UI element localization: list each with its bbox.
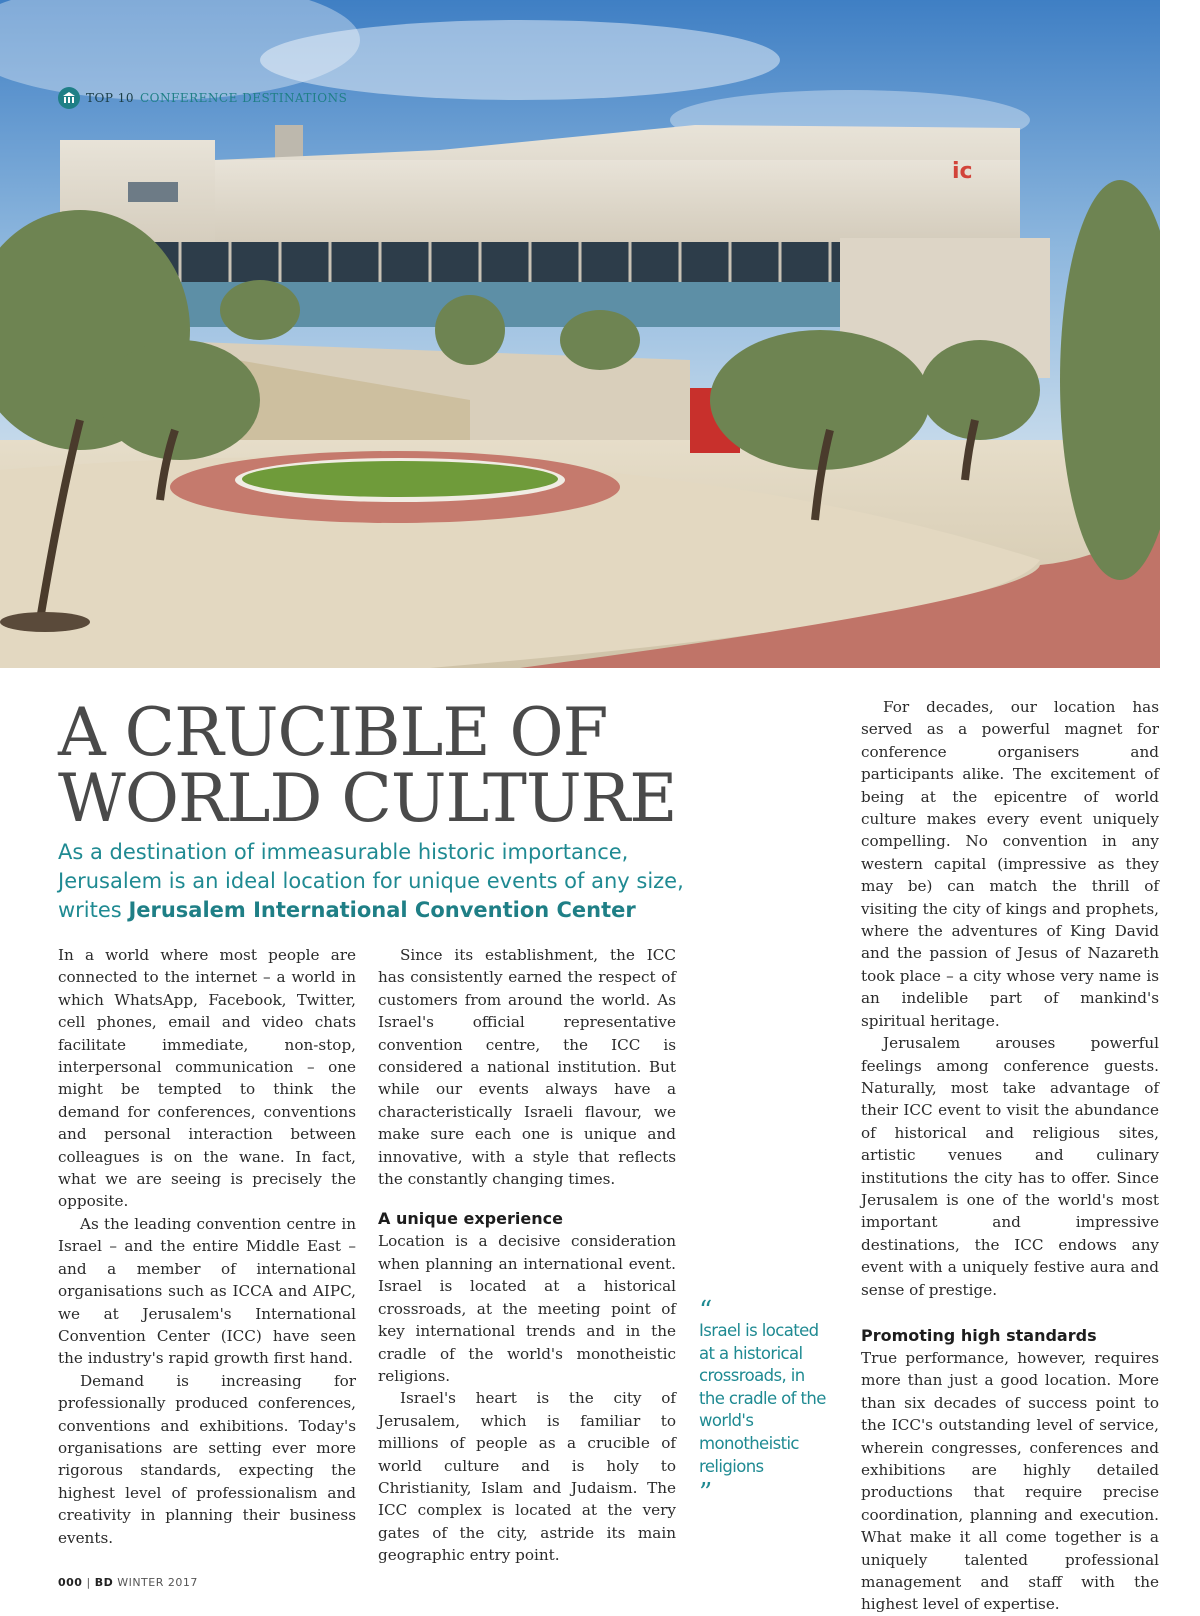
conference-hall-icon [58, 87, 80, 109]
subheading-promoting-standards: Promoting high standards [861, 1325, 1097, 1345]
standfirst [58, 838, 698, 925]
body-paragraph: Jerusalem arouses powerful feelings among conference guests. Naturally, most take advantage of their ICC event to visit the abundance of historical and religious sites, artistic venues and culinary institutions the city has to offer. Since Jerusalem is one of the world's most important and impressive destinations, the ICC endows any event with a uniquely festive aura and sense of prestige. [861, 1034, 1159, 1299]
subheading-unique-experience: A unique experience [378, 1209, 563, 1229]
pull-quote [699, 1296, 829, 1509]
magazine-name: BD [94, 1576, 114, 1589]
section-tag [58, 87, 347, 109]
standfirst-text: As a destination of immeasurable historic importance, Jerusalem is an ideal location for unique events of any size, writes [58, 840, 684, 922]
section-tag-prefix: TOP 10 [86, 91, 134, 105]
body-column-2 [378, 944, 676, 1567]
body-paragraph: Israel's heart is the city of Jerusalem, which is familiar to millions of people as a crucible of world culture and is holy to Christianity, Islam and Judaism. The ICC complex is located at the very gates of the city, astride its main geographic entry point. [378, 1389, 676, 1565]
body-paragraph: Since its establishment, the ICC has consistently earned the respect of customers from around the world. As Israel's official representative convention centre, the ICC is considered a national institution. But while our events always have a characteristically Israeli flavour, we make sure each one is unique and innovative, with a style that reflects the constantly changing times. [378, 946, 676, 1189]
page-number: 000 [58, 1576, 83, 1589]
body-paragraph: For decades, our location has served as a powerful magnet for conference organisers and participants alike. The excitement of being at the epicentre of world culture makes every event uniquely compelling. No convention in any western capital (impressive as they may be) can match the thrill of visiting the city of kings and prophets, where the adventures of King David and the passion of Jesus of Nazareth took place – a city whose very name is an indelible part of mankind's spiritual heritage. [861, 698, 1159, 1030]
article-headline [58, 694, 838, 837]
hero-photo [0, 0, 1160, 668]
body-paragraph: In a world where most people are connected to the internet – a world in which WhatsApp, Facebook, Twitter, cell phones, email and video chats facilitate immediate, non-stop, interpersonal communication – one might be tempted to think the demand for conferences, conventions and personal interaction between colleagues is on the wane. In fact, what we are seeing is precisely the opposite. [58, 946, 356, 1211]
pull-quote-text: Israel is located at a historical crossroads, in the cradle of the world's monotheistic religions [699, 1321, 826, 1476]
section-tag-label: CONFERENCE DESTINATIONS [140, 91, 348, 105]
body-paragraph: Demand is increasing for professionally produced conferences, conventions and exhibitions. Today's organisations are setting ever more rigorous standards, expecting the highest level of professionalism and creativity in planning their business events. [58, 1371, 356, 1547]
icc-sign: ic [952, 159, 973, 184]
issue-label: WINTER 2017 [117, 1576, 198, 1589]
close-quote-mark: ” [699, 1478, 712, 1509]
page-folio [58, 1576, 198, 1589]
body-paragraph: True performance, however, requires more than just a good location. More than six decades of success point to the ICC's outstanding level of service, wherein congresses, conferences and exhibitions are highly detailed productions that require precise coordination, planning and execution. What make it all come together is a uniquely talented professional management and staff with the highest level of expertise. [861, 1348, 1159, 1614]
body-paragraph: As the leading convention centre in Israel – and the entire Middle East – and a member of international organisations such as ICCA and AIPC, we at Jerusalem's International Convention Center (ICC) have seen the industry's rapid growth first hand. [58, 1214, 356, 1368]
body-column-1 [58, 944, 356, 1549]
headline-line-1: A CRUCIBLE OF [58, 694, 608, 771]
standfirst-author: Jerusalem International Convention Center [128, 898, 636, 922]
body-paragraph: Location is a decisive consideration when planning an international event. Israel is located at a historical crossroads, at the meeting point of key international trends and in the cradle of the world's monotheistic religions. [378, 1232, 676, 1385]
open-quote-mark: “ [699, 1296, 712, 1326]
headline-line-2: WORLD CULTURE [58, 760, 677, 837]
folio-separator: | [86, 1576, 91, 1589]
body-column-3 [861, 696, 1159, 1616]
